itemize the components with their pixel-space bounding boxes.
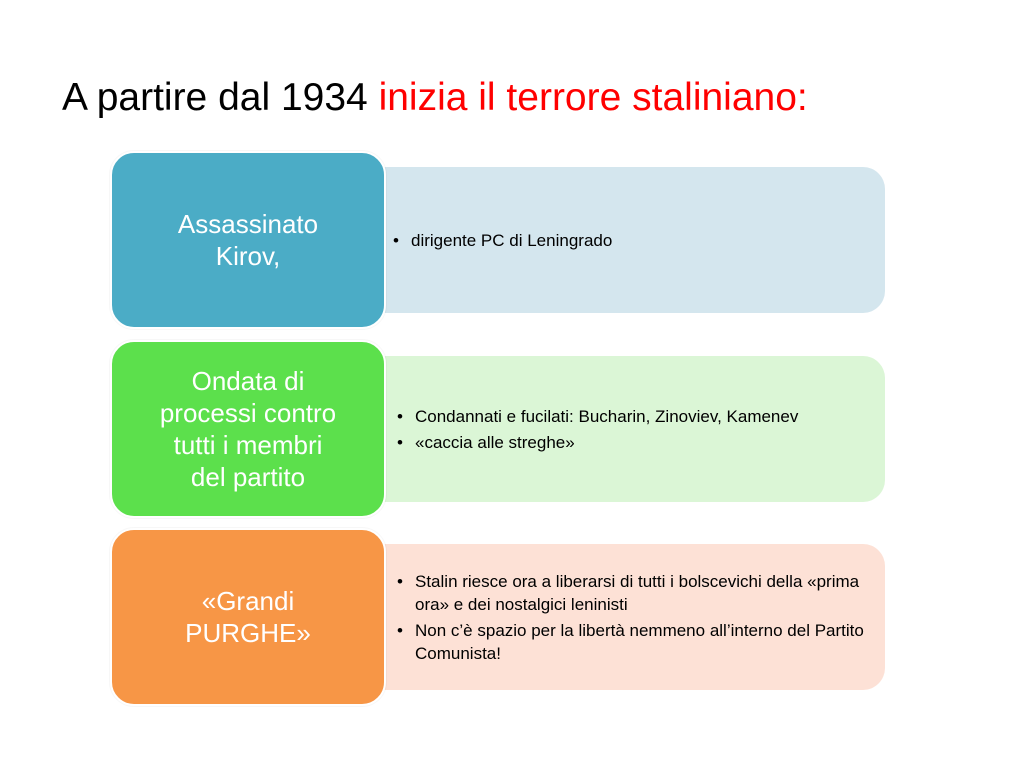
bullet-text: «caccia alle streghe»	[415, 432, 575, 452]
bullet-list	[395, 567, 869, 668]
bullet-icon: •	[397, 406, 403, 426]
title-prefix: A partire dal 1934	[62, 76, 379, 119]
bullet-item	[395, 619, 869, 665]
detail-box	[355, 167, 885, 313]
diagram-row-processi	[0, 340, 1024, 518]
detail-box	[355, 356, 885, 502]
bullet-list	[395, 402, 869, 457]
bullet-list	[391, 226, 869, 255]
heading-box	[110, 340, 386, 518]
bullet-icon: •	[397, 620, 403, 640]
heading-text: «Grandi PURGHE»	[185, 586, 311, 648]
bullet-item	[395, 405, 869, 428]
detail-box	[355, 544, 885, 690]
bullet-item	[395, 431, 869, 454]
slide-title	[62, 70, 808, 126]
bullet-icon: •	[397, 432, 403, 452]
bullet-text: Non c’è spazio per la libertà nemmeno all’interno del Partito Comunista!	[415, 620, 864, 663]
bullet-icon: •	[397, 571, 403, 591]
title-accent: inizia il terrore staliniano:	[378, 76, 808, 119]
heading-text: Ondata di processi contro tutti i membri del partito	[159, 366, 337, 492]
heading-box	[110, 528, 386, 706]
bullet-text: Condannati e fucilati: Bucharin, Zinoviev, Kamenev	[415, 406, 799, 426]
diagram-row-purghe	[0, 528, 1024, 706]
heading-text: Assassinato Kirov,	[177, 209, 319, 271]
bullet-item	[391, 229, 869, 252]
bullet-text: Stalin riesce ora a liberarsi di tutti i bolscevichi della «prima ora» e dei nostalgici leninisti	[415, 571, 860, 614]
bullet-text: dirigente PC di Leningrado	[411, 230, 613, 250]
bullet-icon: •	[393, 230, 399, 250]
heading-box	[110, 151, 386, 329]
diagram-row-kirov	[0, 151, 1024, 329]
bullet-item	[395, 570, 869, 616]
